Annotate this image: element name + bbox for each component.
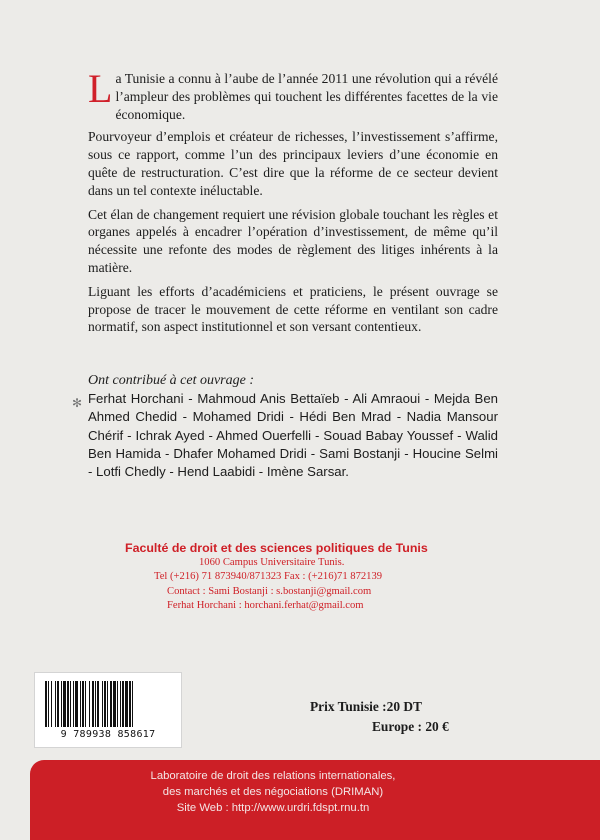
lab-name-line-1: Laboratoire de droit des relations internationales, xyxy=(150,770,396,782)
drop-cap: L xyxy=(88,66,113,111)
price-tunisie: Prix Tunisie :20 DT xyxy=(310,699,422,714)
lab-footer xyxy=(30,760,600,840)
intro-text xyxy=(88,66,498,342)
intro-paragraph-2: Pourvoyeur d’emplois et créateur de richesses, l’investissement s’affirme, sous ce rapport, comme l’un des principaux leviers d’une économie en quête de restructuration. C’est dire que la réforme de ce secteur devient dans un tel contexte inéluctable. xyxy=(88,129,498,198)
faculty-address: 1060 Campus Universitaire Tunis. xyxy=(199,557,345,568)
intro-paragraph-3: Cet élan de changement requiert une révision globale touchant les règles et organes appelés à encadrer l’opération d’investissement, de même qu’il nécessite une refonte des modes de règlement des litiges inhérents à la matière. xyxy=(88,206,498,275)
contact-ferhat-horchani: Ferhat Horchani : horchani.ferhat@gmail.com xyxy=(167,600,364,612)
barcode-bars xyxy=(45,681,171,727)
intro-paragraph-4: Liguant les efforts d’académiciens et praticiens, le présent ouvrage se propose de tracer le mouvement de cette réforme en ventilant son cadre normatif, son aspect institutionnel et son versant contentieux. xyxy=(88,283,498,335)
faculty-name: Faculté de droit et des sciences politiques de Tunis xyxy=(125,541,428,555)
price-block xyxy=(310,697,510,737)
isbn-number: 9 789938 858617 xyxy=(60,729,156,740)
lab-website: Site Web : http://www.urdri.fdspt.rnu.tn xyxy=(176,802,370,814)
contact-block xyxy=(125,540,495,614)
intro-paragraph-1-text: a Tunisie a connu à l’aube de l’année 2011 une révolution qui a révélé l’ampleur des problèmes qui touchent les différentes facettes de la vie économique. xyxy=(115,71,498,122)
price-europe: Europe : 20 € xyxy=(372,719,449,734)
lab-name-line-2: des marchés et des négociations (DRIMAN) xyxy=(162,786,384,798)
asterisk-mark-icon: ✻ xyxy=(72,396,83,410)
lab-footer-text xyxy=(30,768,516,816)
phone-fax: Tel (+216) 71 873940/871323 Fax : (+216)71 872139 xyxy=(154,571,383,583)
contributors-heading: Ont contribué à cet ouvrage : xyxy=(88,373,255,388)
barcode xyxy=(34,672,182,748)
intro-paragraph-1 xyxy=(88,66,498,123)
contributors-section xyxy=(72,372,498,481)
contributors-names: Ferhat Horchani - Mahmoud Anis Bettaïeb - Ali Amraoui - Mejda Ben Ahmed Chedid - Mohamed Dridi - Hédi Ben Mrad - Nadia Mansour Chérif - Ichrak Ayed - Ahmed Ouerfelli - Souad Babay Youssef - Walid Ben Hamida - Dhafer Mohamed Dridi - Sami Bostanji - Houcine Selmi - Lotfi Chedly - Hend Laabidi - Imène Sarsar. xyxy=(88,391,498,480)
contact-sami-bostanji: Contact : Sami Bostanji : s.bostanji@gmail.com xyxy=(167,585,372,597)
